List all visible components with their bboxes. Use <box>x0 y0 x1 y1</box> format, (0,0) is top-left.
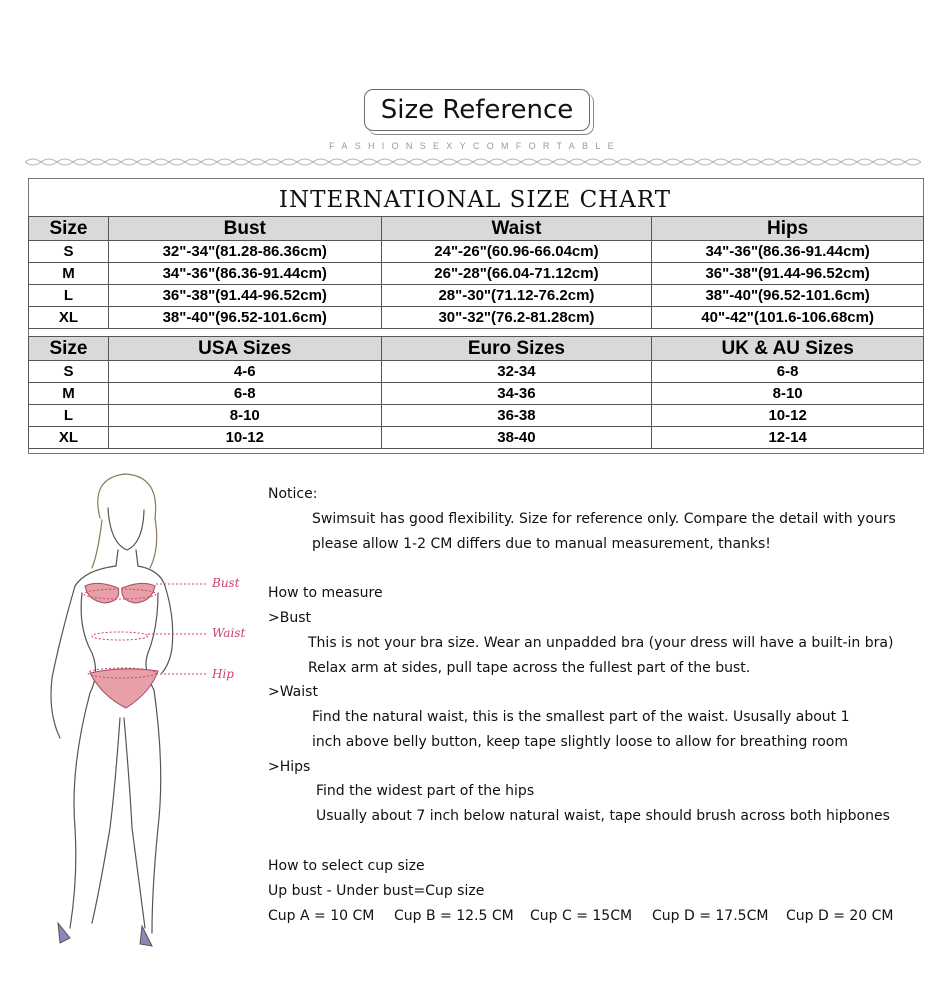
header-size: Size <box>29 337 109 361</box>
notice-heading: Notice: <box>268 486 318 502</box>
header-waist: Waist <box>381 217 652 241</box>
table-header-row <box>29 337 924 361</box>
notice-line-1: Swimsuit has good flexibility. Size for reference only. Compare the detail with yours <box>312 511 896 527</box>
chart-title: INTERNATIONAL SIZE CHART <box>278 187 672 213</box>
table-row <box>29 285 924 307</box>
hips-cell: 38"-40"(96.52-101.6cm) <box>652 285 924 307</box>
uk-au-cell: 6-8 <box>652 361 924 383</box>
wave-divider <box>25 154 925 170</box>
bust-cell: 34"-36"(86.36-91.44cm) <box>108 263 381 285</box>
cup-size-c: Cup C = 15CM <box>530 908 633 924</box>
size-cell: S <box>29 241 109 263</box>
usa-cell: 6-8 <box>108 383 381 405</box>
uk-au-cell: 10-12 <box>652 405 924 427</box>
size-cell: L <box>29 285 109 307</box>
waist-cell: 28"-30"(71.12-76.2cm) <box>381 285 652 307</box>
euro-cell: 32-34 <box>381 361 652 383</box>
bust-line-1: This is not your bra size. Wear an unpadded bra (your dress will have a built-in bra) <box>308 635 894 651</box>
notice-line-2: please allow 1-2 CM differs due to manual measurement, thanks! <box>312 536 771 552</box>
hips-cell: 36"-38"(91.44-96.52cm) <box>652 263 924 285</box>
table-row <box>29 427 924 449</box>
waist-line-2: inch above belly button, keep tape slightly loose to allow for breathing room <box>312 734 849 750</box>
table-row <box>29 241 924 263</box>
size-cell: M <box>29 383 109 405</box>
bust-heading: >Bust <box>268 610 311 626</box>
waist-line-1: Find the natural waist, this is the smallest part of the waist. Ususally about 1 <box>312 709 850 725</box>
cup-size-b: Cup B = 12.5 CM <box>394 908 514 924</box>
waist-heading: >Waist <box>268 684 318 700</box>
cup-size-formula: Up bust - Under bust=Cup size <box>268 883 485 899</box>
header-usa-sizes: USA Sizes <box>108 337 381 361</box>
header-euro-sizes: Euro Sizes <box>381 337 652 361</box>
size-cell: M <box>29 263 109 285</box>
how-to-measure-heading: How to measure <box>268 585 383 601</box>
euro-cell: 38-40 <box>381 427 652 449</box>
size-cell: XL <box>29 427 109 449</box>
waist-cell: 30"-32"(76.2-81.28cm) <box>381 307 652 329</box>
uk-au-cell: 12-14 <box>652 427 924 449</box>
size-reference-title <box>364 89 590 131</box>
tagline: FASHIONSEXYCOMFORTABLE <box>329 141 621 151</box>
uk-au-cell: 8-10 <box>652 383 924 405</box>
bust-cell: 36"-38"(91.44-96.52cm) <box>108 285 381 307</box>
usa-cell: 8-10 <box>108 405 381 427</box>
hip-label: Hip <box>212 667 234 681</box>
table-row <box>29 307 924 329</box>
euro-cell: 36-38 <box>381 405 652 427</box>
size-cell: S <box>29 361 109 383</box>
hips-line-2: Usually about 7 inch below natural waist, tape should brush across both hipbones <box>316 808 890 824</box>
hips-cell: 34"-36"(86.36-91.44cm) <box>652 241 924 263</box>
bust-line-2: Relax arm at sides, pull tape across the fullest part of the bust. <box>308 660 751 676</box>
usa-cell: 4-6 <box>108 361 381 383</box>
bust-label: Bust <box>212 576 240 590</box>
waist-cell: 26"-28"(66.04-71.12cm) <box>381 263 652 285</box>
hips-heading: >Hips <box>268 759 311 775</box>
table-header-row <box>29 217 924 241</box>
bust-cell: 32"-34"(81.28-86.36cm) <box>108 241 381 263</box>
cup-size-d-2: Cup D = 20 CM <box>786 908 894 924</box>
hips-line-1: Find the widest part of the hips <box>316 783 535 799</box>
measurement-figure-illustration <box>30 468 260 958</box>
size-cell: XL <box>29 307 109 329</box>
header-size: Size <box>29 217 109 241</box>
usa-cell: 10-12 <box>108 427 381 449</box>
waist-cell: 24"-26"(60.96-66.04cm) <box>381 241 652 263</box>
cup-size-a: Cup A = 10 CM <box>268 908 375 924</box>
hips-cell: 40"-42"(101.6-106.68cm) <box>652 307 924 329</box>
table-row <box>29 263 924 285</box>
size-reference-title-text: Size Reference <box>380 95 574 125</box>
header-hips: Hips <box>652 217 924 241</box>
header-uk-au-sizes: UK & AU Sizes <box>652 337 924 361</box>
cup-size-heading: How to select cup size <box>268 858 425 874</box>
table-row <box>29 405 924 427</box>
measurements-table <box>28 216 924 329</box>
cup-size-d: Cup D = 17.5CM <box>652 908 769 924</box>
conversion-table <box>28 336 924 449</box>
table-row <box>29 361 924 383</box>
table-row <box>29 383 924 405</box>
waist-label: Waist <box>212 626 246 640</box>
size-cell: L <box>29 405 109 427</box>
bust-cell: 38"-40"(96.52-101.6cm) <box>108 307 381 329</box>
euro-cell: 34-36 <box>381 383 652 405</box>
header-bust: Bust <box>108 217 381 241</box>
